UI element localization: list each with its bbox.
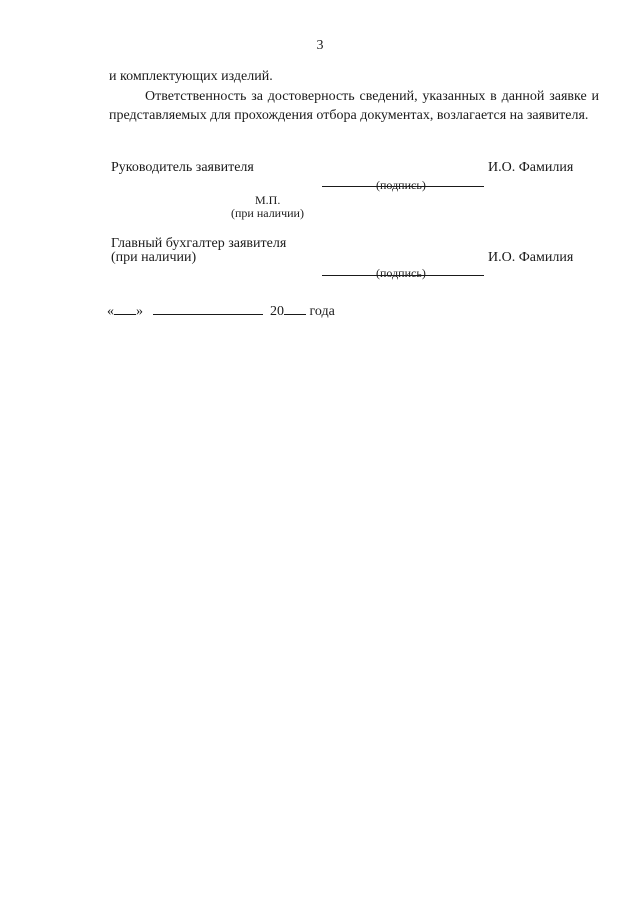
date-close-quote: » xyxy=(136,304,143,319)
date-line xyxy=(107,304,335,320)
stamp-note: (при наличии) xyxy=(231,206,304,220)
accountant-signature-label: Главный бухгалтер заявителя xyxy=(111,236,287,251)
accountant-signature-caption: (подпись) xyxy=(376,266,426,280)
accountant-name: И.О. Фамилия xyxy=(488,250,574,265)
page-number: 3 xyxy=(316,38,324,53)
month-blank xyxy=(153,313,263,315)
day-blank xyxy=(114,313,136,315)
responsibility-paragraph xyxy=(109,87,599,125)
head-signature-caption: (подпись) xyxy=(376,178,426,192)
accountant-signature-note: (при наличии) xyxy=(111,250,197,265)
date-suffix: года xyxy=(309,304,335,319)
year-blank xyxy=(284,313,306,315)
head-name: И.О. Фамилия xyxy=(488,160,574,175)
responsibility-text: Ответственность за достоверность сведений, указанных в данной заявке и представляемых для прохождения отбора документах, возлагается на заявителя. xyxy=(109,89,599,123)
date-open-quote: « xyxy=(107,304,114,319)
stamp-label: М.П. xyxy=(255,193,281,207)
year-prefix: 20 xyxy=(270,304,284,319)
head-signature-label: Руководитель заявителя xyxy=(111,160,254,175)
paragraph-continuation: и комплектующих изделий. xyxy=(109,69,273,84)
